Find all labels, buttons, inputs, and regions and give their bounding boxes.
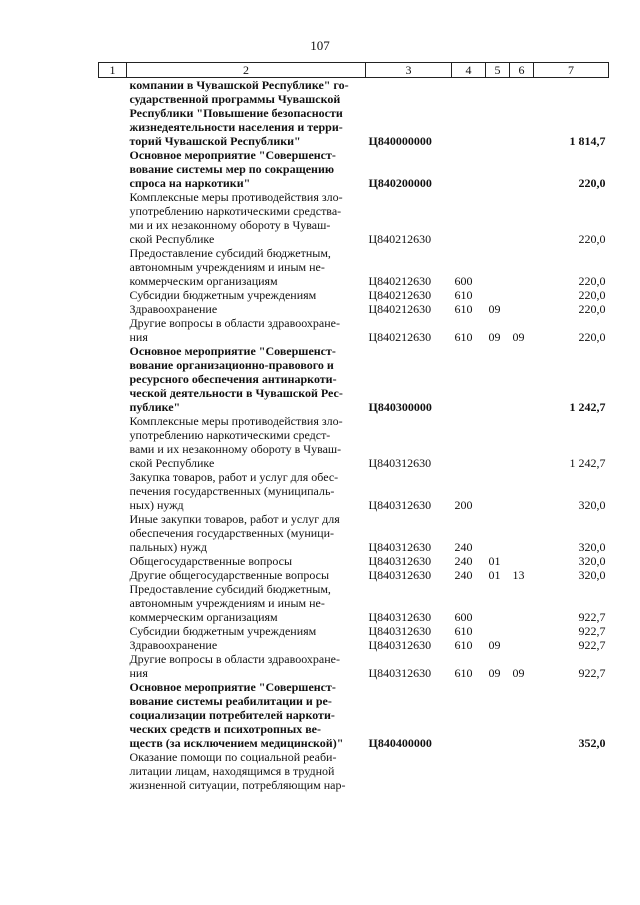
row-code: Ц840400000 <box>368 736 432 750</box>
row-description <box>127 190 366 246</box>
row-code: Ц840312630 <box>368 554 432 568</box>
description-line: Другие вопросы в области здравоохране- <box>129 316 340 330</box>
description-line: ской Республике <box>129 232 215 246</box>
description-line: ресурсного обеспечения антинаркоти- <box>129 372 337 386</box>
row-description <box>127 78 366 149</box>
table-row <box>99 582 609 624</box>
description-line: вование организационно-правового и <box>129 358 334 372</box>
row-subsection <box>510 624 534 638</box>
description-line: ных) нужд <box>129 498 184 512</box>
row-amount: 220,0 <box>578 288 606 302</box>
row-amount: 1 814,7 <box>569 134 606 148</box>
header-col-7: 7 <box>534 63 609 78</box>
description-line: вами и их незаконному обороту в Чуваш- <box>129 442 342 456</box>
row-code: Ц840312630 <box>368 638 432 652</box>
row-section: 09 <box>488 638 501 652</box>
row-description <box>127 624 366 638</box>
row-section <box>486 190 510 246</box>
row-code: Ц840312630 <box>368 540 432 554</box>
row-code: Ц840312630 <box>368 498 432 512</box>
description-line: обеспечения государственных (муници- <box>129 526 335 540</box>
row-amount: 320,0 <box>578 498 606 512</box>
description-line: Другие общегосударственные вопросы <box>129 568 330 582</box>
row-subsection <box>510 680 534 750</box>
table-row <box>99 512 609 554</box>
row-subsection <box>510 638 534 652</box>
row-code <box>366 750 452 792</box>
description-line: коммерческим организациям <box>129 610 278 624</box>
row-expense-type: 240 <box>454 554 473 568</box>
description-line: Здравоохранение <box>129 638 218 652</box>
row-subsection: 09 <box>512 330 525 344</box>
description-line: торий Чувашской Республики" <box>129 134 301 148</box>
row-description <box>127 680 366 750</box>
row-empty-cell <box>99 190 127 246</box>
description-line: ческой деятельности в Чувашской Рес- <box>129 386 343 400</box>
row-amount: 320,0 <box>578 540 606 554</box>
row-subsection <box>510 246 534 288</box>
row-section <box>486 750 510 792</box>
description-line: автономным учреждениям и иным не- <box>129 596 325 610</box>
description-line: жизненной ситуации, потребляющим нар- <box>129 778 346 792</box>
description-line: Основное мероприятие "Совершенст- <box>129 148 336 162</box>
row-amount: 220,0 <box>578 274 606 288</box>
table-header-row <box>99 63 609 78</box>
row-empty-cell <box>99 512 127 554</box>
row-section <box>486 414 510 470</box>
header-col-3: 3 <box>366 63 452 78</box>
row-amount: 1 242,7 <box>569 400 606 414</box>
description-line: вование системы мер по сокращению <box>129 162 335 176</box>
row-section <box>486 470 510 512</box>
table-row <box>99 246 609 288</box>
row-empty-cell <box>99 288 127 302</box>
description-line: Субсидии бюджетным учреждениям <box>129 624 317 638</box>
description-line: сударственной программы Чувашской <box>129 92 341 106</box>
row-description <box>127 652 366 680</box>
description-line: публике" <box>129 400 181 414</box>
table-row <box>99 316 609 344</box>
row-description <box>127 470 366 512</box>
row-amount: 352,0 <box>578 736 606 750</box>
row-section: 01 <box>488 554 501 568</box>
row-subsection <box>510 582 534 624</box>
row-empty-cell <box>99 470 127 512</box>
row-empty-cell <box>99 344 127 414</box>
row-amount: 1 242,7 <box>569 456 606 470</box>
row-expense-type <box>452 78 486 149</box>
row-subsection: 09 <box>512 666 525 680</box>
table-row <box>99 624 609 638</box>
row-subsection <box>510 190 534 246</box>
row-code: Ц840200000 <box>368 176 432 190</box>
row-section <box>486 680 510 750</box>
row-expense-type: 610 <box>454 666 473 680</box>
table-row <box>99 554 609 568</box>
row-section: 09 <box>488 666 501 680</box>
table-row <box>99 470 609 512</box>
row-description <box>127 148 366 190</box>
row-description <box>127 316 366 344</box>
row-expense-type <box>452 148 486 190</box>
row-section <box>486 246 510 288</box>
row-section: 09 <box>488 302 501 316</box>
row-code: Ц840212630 <box>368 232 432 246</box>
row-amount: 320,0 <box>578 554 606 568</box>
header-col-5: 5 <box>486 63 510 78</box>
row-empty-cell <box>99 316 127 344</box>
row-section <box>486 288 510 302</box>
description-line: Оказание помощи по социальной реаби- <box>129 750 337 764</box>
table-row <box>99 148 609 190</box>
row-expense-type: 610 <box>454 624 473 638</box>
description-line: жизнедеятельности населения и терри- <box>129 120 343 134</box>
row-empty-cell <box>99 652 127 680</box>
row-description <box>127 554 366 568</box>
row-expense-type: 610 <box>454 638 473 652</box>
row-code: Ц840212630 <box>368 302 432 316</box>
description-line: литации лицам, находящимся в трудной <box>129 764 335 778</box>
row-expense-type: 610 <box>454 330 473 344</box>
row-empty-cell <box>99 414 127 470</box>
row-empty-cell <box>99 568 127 582</box>
table-row <box>99 652 609 680</box>
row-amount: 922,7 <box>578 666 606 680</box>
row-empty-cell <box>99 582 127 624</box>
row-expense-type: 600 <box>454 610 473 624</box>
table-row <box>99 288 609 302</box>
table-row <box>99 750 609 792</box>
table-row <box>99 78 609 149</box>
row-section <box>486 624 510 638</box>
header-col-1: 1 <box>99 63 127 78</box>
row-empty-cell <box>99 302 127 316</box>
table-row <box>99 568 609 582</box>
description-line: Комплексные меры противодействия зло- <box>129 190 343 204</box>
row-section <box>486 148 510 190</box>
row-expense-type <box>452 190 486 246</box>
row-empty-cell <box>99 624 127 638</box>
row-subsection <box>510 750 534 792</box>
header-col-6: 6 <box>510 63 534 78</box>
row-subsection <box>510 512 534 554</box>
description-line: Республики "Повышение безопасности <box>129 106 343 120</box>
row-empty-cell <box>99 680 127 750</box>
row-subsection <box>510 288 534 302</box>
row-expense-type <box>452 750 486 792</box>
row-description <box>127 344 366 414</box>
row-section <box>486 78 510 149</box>
row-section: 01 <box>488 568 501 582</box>
row-empty-cell <box>99 750 127 792</box>
row-expense-type <box>452 344 486 414</box>
description-line: автономным учреждениям и иным не- <box>129 260 325 274</box>
description-line: Предоставление субсидий бюджетным, <box>129 246 331 260</box>
row-expense-type: 200 <box>454 498 473 512</box>
description-line: спроса на наркотики" <box>129 176 251 190</box>
row-subsection <box>510 414 534 470</box>
row-amount <box>534 750 609 792</box>
row-amount: 220,0 <box>578 176 606 190</box>
description-line: употреблению наркотическими средства- <box>129 204 342 218</box>
row-subsection <box>510 78 534 149</box>
table-row <box>99 302 609 316</box>
row-description <box>127 414 366 470</box>
row-expense-type: 610 <box>454 288 473 302</box>
row-section <box>486 582 510 624</box>
description-line: Другие вопросы в области здравоохране- <box>129 652 340 666</box>
description-line: Основное мероприятие "Совершенст- <box>129 680 336 694</box>
description-line: Субсидии бюджетным учреждениям <box>129 288 317 302</box>
header-col-4: 4 <box>452 63 486 78</box>
description-line: коммерческим организациям <box>129 274 278 288</box>
row-description <box>127 302 366 316</box>
row-description <box>127 568 366 582</box>
row-description <box>127 582 366 624</box>
table-row <box>99 344 609 414</box>
row-subsection <box>510 302 534 316</box>
row-code: Ц840312630 <box>368 456 432 470</box>
row-code: Ц840312630 <box>368 624 432 638</box>
row-code: Ц840000000 <box>368 134 432 148</box>
description-line: ния <box>129 666 148 680</box>
row-amount: 220,0 <box>578 330 606 344</box>
row-expense-type: 240 <box>454 568 473 582</box>
row-amount: 220,0 <box>578 302 606 316</box>
description-line: ществ (за исключением медицинской)" <box>129 736 344 750</box>
row-subsection <box>510 470 534 512</box>
row-code: Ц840212630 <box>368 274 432 288</box>
row-subsection <box>510 148 534 190</box>
description-line: ми и их незаконному обороту в Чуваш- <box>129 218 331 232</box>
row-empty-cell <box>99 554 127 568</box>
row-code: Ц840212630 <box>368 288 432 302</box>
row-empty-cell <box>99 148 127 190</box>
description-line: Здравоохранение <box>129 302 218 316</box>
row-amount: 922,7 <box>578 638 606 652</box>
row-amount: 922,7 <box>578 610 606 624</box>
row-expense-type <box>452 414 486 470</box>
description-line: ческих средств и психотропных ве- <box>129 722 322 736</box>
row-code: Ц840212630 <box>368 330 432 344</box>
row-description <box>127 512 366 554</box>
row-description <box>127 288 366 302</box>
page-number: 107 <box>310 38 330 53</box>
description-line: ской Республике <box>129 456 215 470</box>
table-row <box>99 414 609 470</box>
row-empty-cell <box>99 78 127 149</box>
row-subsection: 13 <box>512 568 525 582</box>
description-line: Предоставление субсидий бюджетным, <box>129 582 331 596</box>
table-row <box>99 638 609 652</box>
row-empty-cell <box>99 246 127 288</box>
description-line: Общегосударственные вопросы <box>129 554 293 568</box>
table-row <box>99 190 609 246</box>
description-line: компании в Чувашской Республике" го- <box>129 78 349 92</box>
row-amount: 320,0 <box>578 568 606 582</box>
row-description <box>127 750 366 792</box>
row-description <box>127 638 366 652</box>
row-section <box>486 512 510 554</box>
row-code: Ц840312630 <box>368 568 432 582</box>
description-line: пальных) нужд <box>129 540 207 554</box>
description-line: Основное мероприятие "Совершенст- <box>129 344 336 358</box>
row-section <box>486 344 510 414</box>
description-line: Комплексные меры противодействия зло- <box>129 414 343 428</box>
description-line: вование системы реабилитации и ре- <box>129 694 332 708</box>
description-line: ния <box>129 330 148 344</box>
row-description <box>127 246 366 288</box>
row-subsection <box>510 554 534 568</box>
row-amount: 922,7 <box>578 624 606 638</box>
row-code: Ц840312630 <box>368 666 432 680</box>
row-expense-type: 610 <box>454 302 473 316</box>
description-line: Иные закупки товаров, работ и услуг для <box>129 512 340 526</box>
description-line: употреблению наркотическими средст- <box>129 428 331 442</box>
row-code: Ц840312630 <box>368 610 432 624</box>
row-section: 09 <box>488 330 501 344</box>
description-line: печения государственных (муниципаль- <box>129 484 335 498</box>
description-line: Закупка товаров, работ и услуг для обес- <box>129 470 339 484</box>
row-expense-type <box>452 680 486 750</box>
row-empty-cell <box>99 638 127 652</box>
budget-table <box>98 62 609 792</box>
row-expense-type: 240 <box>454 540 473 554</box>
row-expense-type: 600 <box>454 274 473 288</box>
row-amount: 220,0 <box>578 232 606 246</box>
description-line: социализации потребителей наркоти- <box>129 708 335 722</box>
table-row <box>99 680 609 750</box>
row-code: Ц840300000 <box>368 400 432 414</box>
header-col-2: 2 <box>127 63 366 78</box>
row-subsection <box>510 344 534 414</box>
